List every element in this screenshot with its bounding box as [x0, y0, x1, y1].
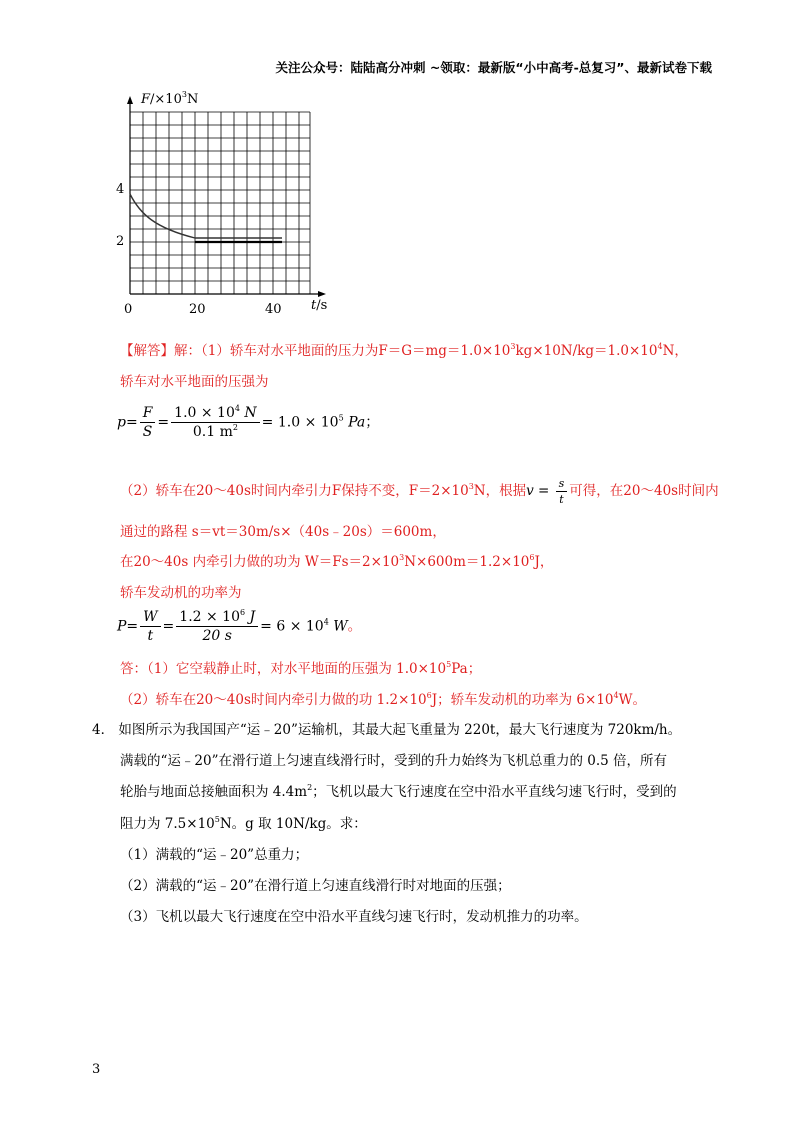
- fraction-s-over-t: $\frac{s}{t}$: [556, 477, 568, 506]
- question4-sub-3: （3）飞机以最大飞行速度在空中沿水平直线匀速飞行时，发动机推力的功率。: [120, 909, 588, 925]
- solution-line-1: 【解答】解：（1）轿车对水平地面的压力为$F=G=mg=1.0\times 10^3kg\times 10N/kg=1.0\times 10^4N$，: [120, 342, 688, 359]
- pressure-equation: p= $\frac{F}{S}$ = $\frac{1.0 \times 10^4 N}{0.1 m^2}$ = $1.0 \times 10^5$ Pa；: [117, 404, 380, 440]
- graph-y-tick-4: 4: [116, 182, 125, 197]
- solution-line-4: 通过的路程 s＝vt＝30m/s×（40s﹣20s）＝600m，: [120, 524, 446, 540]
- graph-y-label: $F/\times 10^3N$: [141, 90, 199, 107]
- fraction-power-values: $\frac{1.2 \times 10^6 J}{20 s}$: [176, 609, 258, 644]
- graph-grid: [130, 112, 310, 294]
- question4-line-1: 4． 如图所示为我国国产“运﹣20”运输机，其最大起飞重量为 220t，最大飞行速度为 720km/h。: [92, 722, 682, 738]
- answer-line-1: 答：（1）它空载静止时，对水平地面的压强为 $1.0\times 10^5Pa$；: [120, 660, 482, 677]
- graph-y-tick-2: 2: [116, 234, 125, 249]
- page-header: 关注公众号：陆陆高分冲刺 ~领取：最新版“小中高考-总复习”、最新试卷下载: [275, 60, 712, 75]
- solution-line-5: 在20～40s 内牵引力做的功为 $W=Fs=2\times 10^3N\times 600m=1.2\times 10^6J$，: [120, 553, 554, 570]
- graph-x-tick-40: 40: [265, 302, 282, 317]
- fraction-f-over-s: $\frac{F}{S}$: [140, 405, 156, 440]
- power-equation: P= $\frac{W}{t}$ = $\frac{1.2 \times 10^6 J}{20 s}$ = $6 \times 10^4$ W。: [117, 608, 362, 644]
- fraction-w-over-t: $\frac{W}{t}$: [140, 609, 160, 644]
- x-axis-arrow: [318, 291, 326, 297]
- question4-sub-2: （2）满载的“运﹣20”在滑行道上匀速直线滑行时对地面的压强；: [120, 878, 511, 894]
- question4-line-2: 满载的“运﹣20”在滑行道上匀速直线滑行时，受到的升力始终为飞机总重力的 0.5 倍，所有: [120, 753, 668, 769]
- page-number: 3: [92, 1062, 101, 1077]
- solution-line-2: 轿车对水平地面的压强为: [120, 374, 269, 390]
- graph-x-tick-0: 0: [124, 302, 133, 317]
- question4-line-3: 轮胎与地面总接触面积为 $4.4m^2$；飞机以最大飞行速度在空中沿水平直线匀速飞行时，受到的: [120, 783, 677, 800]
- force-time-graph: [110, 90, 340, 320]
- graph-x-label: t/s: [311, 298, 328, 313]
- solution-line-3: （2）轿车在20～40s时间内牵引力F保持不变，$F=2\times 10^3N$，根据v = $\frac{s}{t}$ 可得，在20～40s时间内: [120, 477, 719, 506]
- y-axis-arrow: [127, 96, 133, 104]
- question4-line-4: 阻力为 $7.5\times 10^5N$。g 取 10N/kg。求：: [120, 815, 367, 832]
- solution-line-6: 轿车发动机的功率为: [120, 585, 242, 601]
- solution-label: 【解答】: [120, 343, 174, 359]
- answer-line-2: （2）轿车在20～40s时间内牵引力做的功 $1.2\times 10^6J$；轿车发动机的功率为 $6\times 10^4W$。: [120, 691, 646, 708]
- fraction-values: $\frac{1.0 \times 10^4 N}{0.1 m^2}$: [171, 405, 260, 440]
- graph-x-tick-20: 20: [189, 302, 206, 317]
- question4-sub-1: （1）满载的“运﹣20”总重力；: [120, 847, 309, 863]
